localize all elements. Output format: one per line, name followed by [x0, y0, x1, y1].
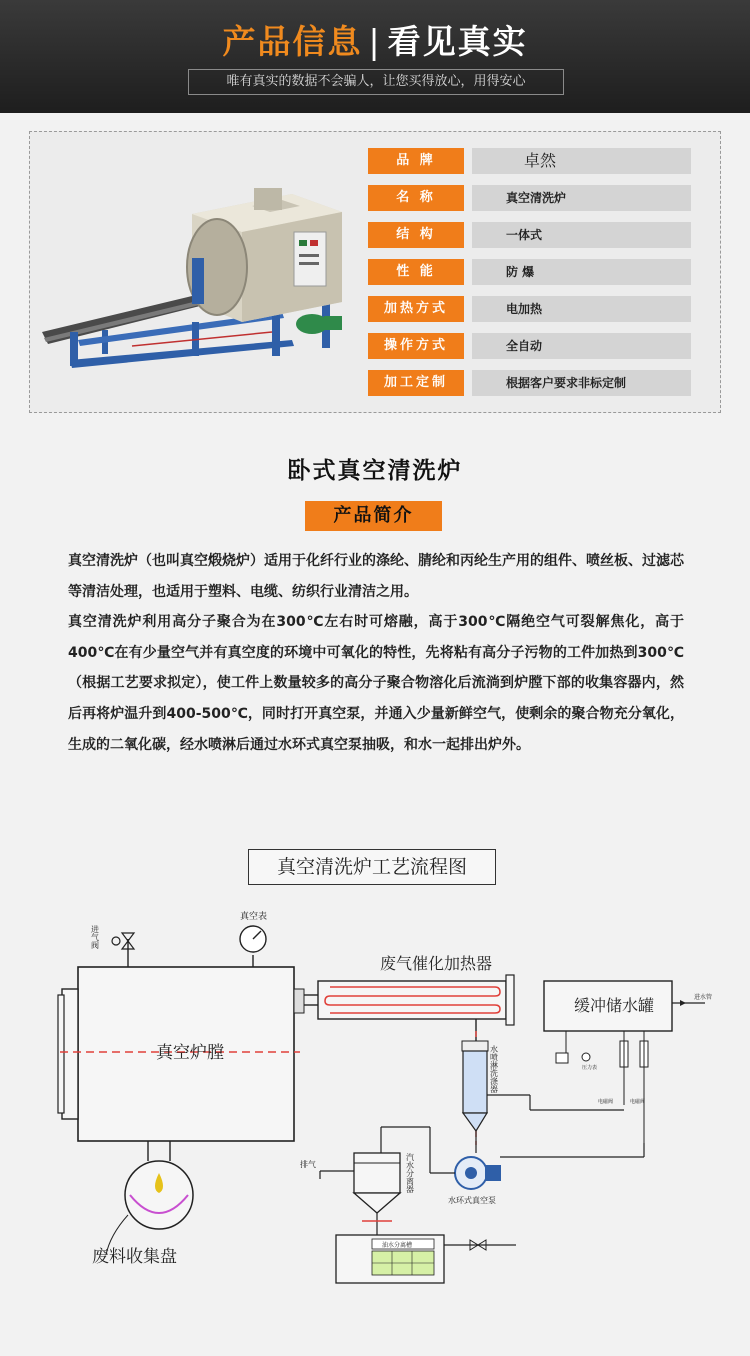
spec-value: 真空清洗炉 [472, 185, 691, 211]
spec-row-heating [368, 296, 691, 322]
spec-row-brand [368, 148, 691, 174]
product-title: 卧式真空清洗炉 [287, 458, 463, 484]
product-description [68, 546, 684, 760]
spray-washer-label: 水喷淋洗涤器 [489, 1045, 499, 1093]
spec-value: 卓然 [472, 148, 691, 174]
spec-row-operation [368, 333, 691, 359]
spec-row-name [368, 185, 691, 211]
banner-title-separator: | [368, 22, 382, 61]
description-paragraph-2: 真空清洗炉利用高分子聚合为在300℃左右时可熔融，高于300℃隔绝空气可裂解焦化，高于400℃在有少量空气并有真空度的环境中可氧化的特性，先将粘有高分子污物的工件加热到300℃（根据工艺要求拟定），使工件上数量较多的高分子聚合物溶化后流淌到炉膛下部的收集容器内，然后再将炉温升到400-500℃，同时打开真空泵，并通入少量新鲜空气，使剩余的聚合物充分氧化，生成的二氧化碳，经水喷淋后通过水环式真空泵抽吸，和水一起排出炉外。 [68, 614, 684, 753]
process-flow-diagram [0, 895, 750, 1356]
banner-subtitle: 唯有真实的数据不会骗人，让您买得放心，用得安心 [188, 69, 564, 95]
spec-value: 电加热 [472, 296, 691, 322]
catalytic-heater-label: 废气催化加热器 [380, 954, 493, 973]
spec-label: 性 能 [368, 259, 464, 285]
spec-row-performance [368, 259, 691, 285]
exhaust-label: 排气 [300, 1160, 316, 1169]
spec-value: 全自动 [472, 333, 691, 359]
banner-title-accent: 产品信息 [222, 22, 363, 61]
spec-label: 操作方式 [368, 333, 464, 359]
description-paragraph-1: 真空清洗炉（也叫真空煅烧炉）适用于化纤行业的涤纶、腈纶和丙纶生产用的组件、喷丝板、过滤芯等清洁处理，也适用于塑料、电缆、纺织行业清洁之用。 [68, 553, 684, 600]
inlet-valve-label: 进气阀 [90, 925, 100, 949]
spec-value: 根据客户要求非标定制 [472, 370, 691, 396]
separator-label: 汽水分离器 [405, 1153, 415, 1193]
spec-label: 加热方式 [368, 296, 464, 322]
vacuum-gauge-label: 真空表 [240, 912, 268, 922]
valve-a-label: 电磁阀 [598, 1099, 614, 1105]
top-banner [0, 0, 750, 113]
buffer-tank-label: 缓冲储水罐 [574, 996, 655, 1015]
product-info-box [29, 131, 721, 413]
steam-water-separator [354, 1153, 400, 1193]
chamber-label: 真空炉膛 [156, 1043, 224, 1063]
waste-tray-label: 废料收集盘 [92, 1247, 177, 1267]
spec-label: 结 构 [368, 222, 464, 248]
spray-washer [463, 1051, 487, 1113]
spec-label: 名 称 [368, 185, 464, 211]
spec-label: 加工定制 [368, 370, 464, 396]
spec-row-customization [368, 370, 691, 396]
spec-value: 一体式 [472, 222, 691, 248]
banner-title-main: 看见真实 [387, 22, 528, 61]
water-inlet-label: 进水管 [694, 994, 713, 1001]
waste-tray [125, 1161, 193, 1229]
gauge-label: 压力表 [582, 1065, 598, 1071]
valve-b-label: 电磁阀 [630, 1099, 646, 1105]
spec-value: 防 爆 [472, 259, 691, 285]
spec-row-structure [368, 222, 691, 248]
oil-water-tank-label: 油水分离槽 [382, 1242, 413, 1249]
spec-label: 品 牌 [368, 148, 464, 174]
diagram-title: 真空清洗炉工艺流程图 [248, 849, 496, 885]
furnace-machine-image [42, 162, 362, 382]
banner-title [0, 16, 750, 63]
vacuum-pump-label: 水环式真空泵 [448, 1196, 496, 1205]
intro-heading-badge: 产品简介 [305, 501, 442, 531]
